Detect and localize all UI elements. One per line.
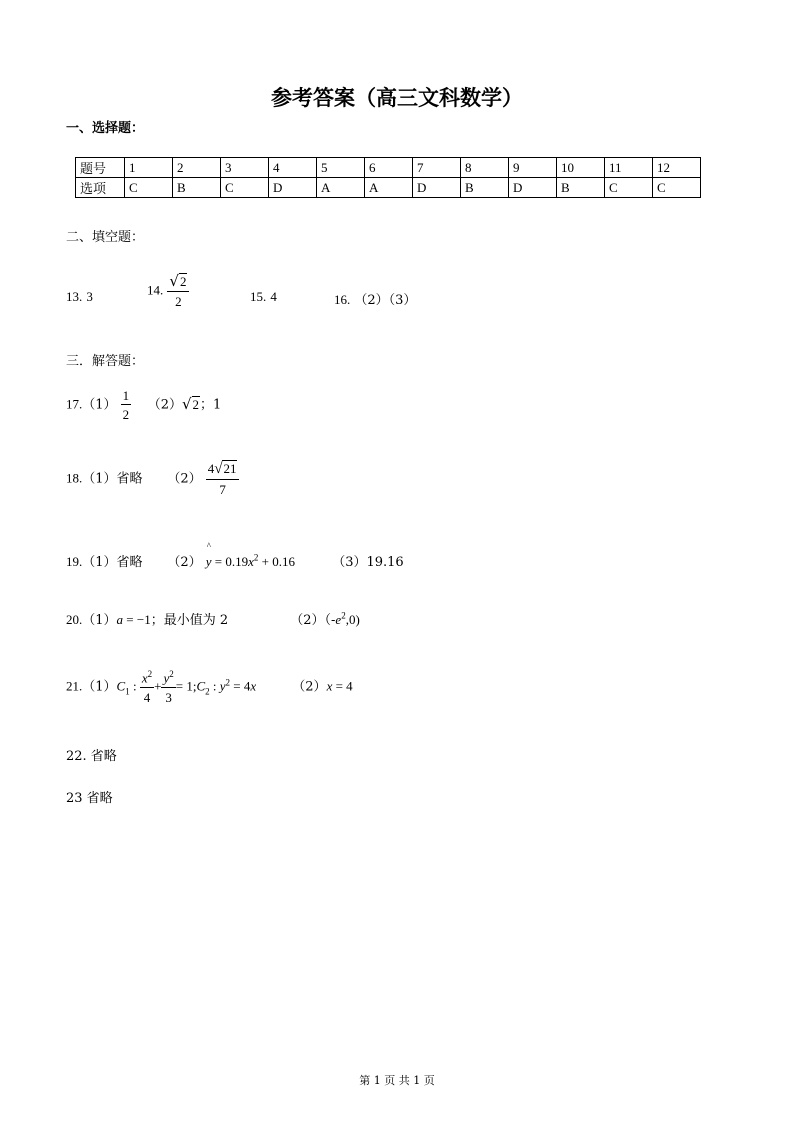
- table-cell: 2: [173, 158, 221, 178]
- section-fill-heading: 二、填空题：: [66, 230, 145, 245]
- table-cell: 10: [557, 158, 605, 178]
- answer-21: [66, 670, 353, 704]
- answer-table: [75, 157, 701, 198]
- variable: y: [205, 554, 212, 569]
- answer-22: 22. 省略: [66, 749, 117, 764]
- question-number: 13.: [66, 289, 83, 304]
- table-cell: B: [557, 178, 605, 198]
- exponent: 2: [169, 669, 174, 679]
- answer-tail: ；1: [200, 397, 222, 413]
- question-number: 21.: [66, 678, 83, 694]
- table-row: [76, 158, 701, 178]
- denominator: 4: [143, 690, 151, 706]
- part-label: （2）: [167, 471, 202, 487]
- variable: y: [219, 678, 226, 694]
- question-number: 18.: [66, 470, 83, 486]
- table-cell: 3: [221, 158, 269, 178]
- table-row: [76, 178, 701, 198]
- variable: e: [335, 612, 342, 627]
- page-footer: 第 1 页 共 1 页: [359, 1074, 435, 1087]
- radicand: 2: [179, 274, 187, 289]
- answer-16: [334, 289, 416, 308]
- radical-sign: √: [169, 272, 179, 290]
- answer-18: [66, 462, 239, 496]
- table-cell: D: [413, 178, 461, 198]
- radicand: 2: [192, 396, 200, 412]
- table-cell: C: [221, 178, 269, 198]
- table-cell: 6: [365, 158, 413, 178]
- table-cell: D: [509, 178, 557, 198]
- equation-part: :: [129, 678, 140, 694]
- exponent: 2: [147, 669, 153, 679]
- equation-part: = 4: [332, 678, 353, 694]
- answer-23: 23 省略: [66, 791, 113, 806]
- hat-mark: ^: [206, 541, 211, 551]
- answer-13: [66, 289, 93, 305]
- y-hat: [205, 541, 212, 570]
- table-cell: 5: [317, 158, 365, 178]
- equation-part: +: [154, 678, 162, 694]
- denominator: 2: [122, 407, 130, 422]
- answer-20: [66, 609, 360, 628]
- part-label: （1）: [82, 613, 117, 628]
- table-cell: 4: [269, 158, 317, 178]
- part-label: （1）: [82, 397, 117, 413]
- section-solve-heading: 三．解答题：: [66, 354, 145, 369]
- fraction: [121, 389, 132, 421]
- table-cell: 8: [461, 158, 509, 178]
- fraction: [140, 670, 154, 704]
- denominator: 7: [219, 482, 226, 497]
- table-cell: 11: [605, 158, 653, 178]
- part-label: （2）: [292, 679, 327, 695]
- subscript: 2: [205, 686, 210, 697]
- fraction: [161, 670, 175, 704]
- part-label: （1）: [82, 679, 117, 695]
- fraction: [167, 274, 189, 308]
- part-label: （2）（-: [290, 613, 336, 628]
- table-cell: 1: [125, 158, 173, 178]
- page-title: 参考答案（高三文科数学）: [271, 85, 523, 110]
- question-number: 14.: [147, 282, 164, 298]
- question-number: 15.: [250, 289, 267, 304]
- equation-part: ,0): [345, 612, 360, 627]
- radical-sign: √: [181, 394, 192, 413]
- variable: x: [326, 678, 333, 694]
- variable: x: [250, 678, 257, 694]
- radicand: 21: [223, 461, 237, 476]
- exponent: 2: [253, 552, 259, 563]
- answer-15: [250, 289, 277, 305]
- question-number: 19.: [66, 554, 83, 569]
- exponent: 2: [225, 677, 231, 688]
- equation-part: = −1: [123, 612, 151, 627]
- table-cell: C: [125, 178, 173, 198]
- question-number: 17.: [66, 396, 83, 412]
- table-cell: B: [461, 178, 509, 198]
- numerator: 1: [122, 388, 130, 403]
- equation-part: = 0.19: [211, 554, 249, 569]
- coefficient: 4: [207, 461, 215, 476]
- table-cell: 12: [653, 158, 701, 178]
- table-cell: A: [317, 178, 365, 198]
- answer-14: [147, 274, 189, 308]
- section-choice-heading: 一、选择题：: [66, 121, 145, 136]
- table-cell: 7: [413, 158, 461, 178]
- equation-part: = 1;: [175, 678, 197, 694]
- answer-17: [66, 389, 221, 421]
- variable: a: [116, 612, 124, 627]
- table-cell: C: [605, 178, 653, 198]
- variable: x: [141, 670, 148, 686]
- table-cell: 9: [509, 158, 557, 178]
- table-row-label: 选项: [76, 178, 125, 198]
- part-label: （1）省略: [82, 555, 143, 570]
- equation-part: = 4: [230, 678, 251, 694]
- table-cell: B: [173, 178, 221, 198]
- answer-tail: ；最小值为 2: [150, 613, 229, 628]
- table-cell: D: [269, 178, 317, 198]
- fraction: [206, 462, 240, 496]
- table-cell: C: [653, 178, 701, 198]
- denominator: 3: [165, 690, 172, 706]
- part-label: （3）19.16: [332, 555, 404, 570]
- question-number: 20.: [66, 612, 83, 627]
- subscript: 1: [125, 686, 130, 697]
- answer-value: （2）（3）: [354, 293, 417, 308]
- denominator: 2: [175, 294, 182, 309]
- equation-part: :: [209, 678, 220, 694]
- table-row-label: 题号: [76, 158, 125, 178]
- answer-19: [66, 541, 404, 570]
- part-label: （1）省略: [82, 471, 143, 487]
- part-label: （2）: [167, 555, 202, 570]
- variable: y: [163, 670, 170, 686]
- equation-part: + 0.16: [258, 554, 295, 569]
- table-cell: A: [365, 178, 413, 198]
- variable: x: [248, 554, 254, 569]
- question-number: 16.: [334, 292, 351, 307]
- variable: C: [196, 678, 206, 694]
- radical-sign: √: [214, 461, 223, 477]
- answer-value: 3: [86, 289, 93, 304]
- variable: C: [116, 678, 126, 694]
- part-label: （2）: [147, 397, 182, 413]
- exponent: 2: [341, 610, 346, 621]
- answer-value: 4: [270, 289, 277, 304]
